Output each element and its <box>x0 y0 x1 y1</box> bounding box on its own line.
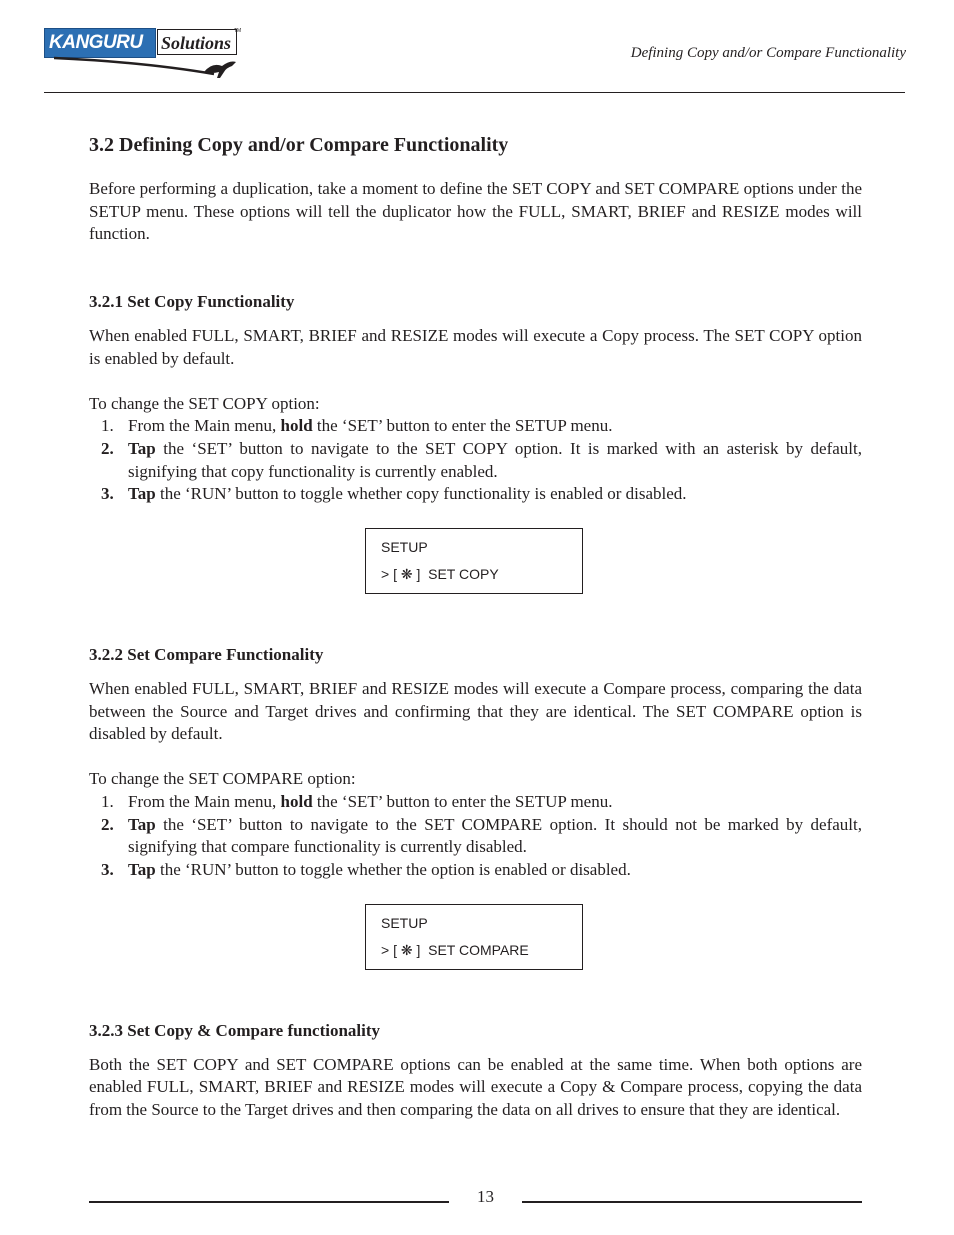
copy-steps <box>89 415 862 506</box>
lcd-display-copy <box>365 528 583 594</box>
logo-brand-text: KANGURU <box>49 32 143 53</box>
section-title: 3.2 Defining Copy and/or Compare Functionality <box>89 134 509 156</box>
list-item <box>89 814 862 859</box>
compare-heading: 3.2.2 Set Compare Functionality <box>89 645 324 665</box>
step-text-pre: From the Main menu, <box>128 416 281 436</box>
step-text-post: the ‘RUN’ button to toggle whether the option is enabled or disabled. <box>155 859 631 879</box>
both-body: Both the SET COPY and SET COMPARE options can be enabled at the same time. When both options are enabled FULL, SMART, BRIEF and RESIZE modes will execute a Copy & Compare process, copying the data from the Source to the Target drives and then comparing the data on all drives to ensure that they are identical. <box>89 1054 862 1120</box>
step-text-post: the ‘SET’ button to enter the SETUP menu. <box>312 791 613 811</box>
lcd-display-compare <box>365 904 583 970</box>
step-bold: Tap <box>128 859 156 879</box>
page-number: 13 <box>477 1187 494 1206</box>
step-text-post: the ‘SET’ button to navigate to the SET COMPARE option. It should not be marked by default, signifying that compare functionality is currently disabled. <box>128 814 862 857</box>
step-text-post: the ‘RUN’ button to toggle whether copy functionality is enabled or disabled. <box>155 484 687 504</box>
footer-rule-left <box>89 1201 449 1203</box>
copy-lead: To change the SET COPY option: <box>89 393 320 413</box>
lcd-line-2: > [ ❋ ] SET COMPARE <box>381 941 529 958</box>
step-bold: Tap <box>128 484 156 504</box>
list-item <box>89 483 862 506</box>
copy-body: When enabled FULL, SMART, BRIEF and RESIZE modes will execute a Copy process. The SET COPY option is enabled by default. <box>89 326 862 368</box>
step-bold: Tap <box>128 814 156 834</box>
compare-body: When enabled FULL, SMART, BRIEF and RESIZE modes will execute a Compare process, comparing the data between the Source and Target drives and confirming that they are identical. The SET COMPARE option is disabled by default. <box>89 679 862 744</box>
compare-steps <box>89 791 862 882</box>
step-number: 1. <box>101 791 114 811</box>
step-text-pre: From the Main menu, <box>128 791 281 811</box>
step-number: 1. <box>101 416 114 436</box>
copy-heading: 3.2.1 Set Copy Functionality <box>89 292 295 312</box>
compare-lead: To change the SET COMPARE option: <box>89 769 356 789</box>
list-item <box>89 438 862 483</box>
step-number: 3. <box>101 859 114 879</box>
step-text-post: the ‘SET’ button to navigate to the SET COPY option. It is marked with an asterisk by default, signifying that copy functionality is currently enabled. <box>128 438 862 481</box>
kangaroo-swoosh-icon <box>54 56 240 80</box>
section-intro: Before performing a duplication, take a moment to define the SET COPY and SET COMPARE options under the SETUP menu. These options will tell the duplicator how the FULL, SMART, BRIEF and RESIZE modes will function. <box>89 179 862 244</box>
running-header-title: Defining Copy and/or Compare Functionality <box>630 45 906 61</box>
step-text-post: the ‘SET’ button to enter the SETUP menu. <box>312 416 613 436</box>
step-bold: hold <box>280 791 313 811</box>
step-number: 2. <box>101 814 114 834</box>
logo-trademark: TM <box>234 28 242 34</box>
step-bold: Tap <box>128 438 156 458</box>
lcd-line-1: SETUP <box>381 539 428 556</box>
list-item <box>89 859 862 882</box>
kanguru-logo <box>44 28 240 80</box>
logo-solutions-text: Solutions <box>157 29 237 55</box>
page-content <box>89 132 862 1122</box>
list-item <box>89 791 862 814</box>
header-divider <box>44 92 905 93</box>
step-number: 2. <box>101 438 114 458</box>
lcd-line-1: SETUP <box>381 914 428 931</box>
logo-brand-box <box>44 28 156 58</box>
step-number: 3. <box>101 484 114 504</box>
footer-rule-right <box>522 1201 862 1203</box>
both-heading: 3.2.3 Set Copy & Compare functionality <box>89 1020 381 1040</box>
step-bold: hold <box>280 416 313 436</box>
lcd-line-2: > [ ❋ ] SET COPY <box>381 566 499 583</box>
list-item <box>89 415 862 438</box>
